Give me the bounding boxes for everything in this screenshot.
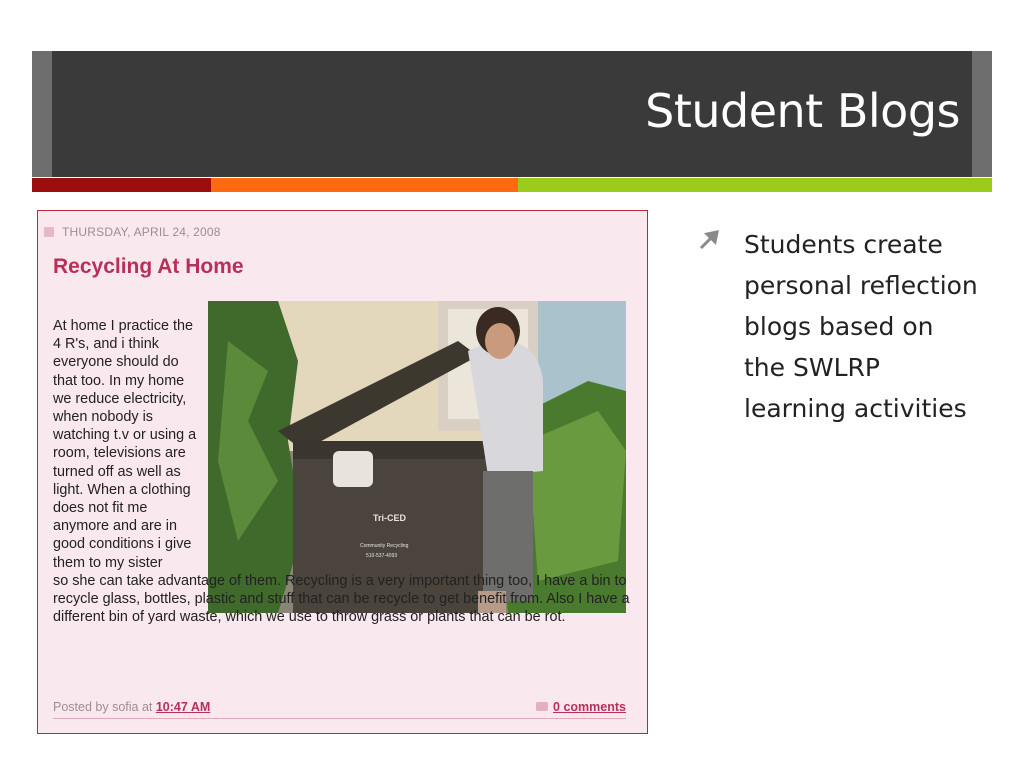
title-banner xyxy=(32,51,992,177)
post-title: Recycling At Home xyxy=(53,255,244,278)
post-time-link[interactable]: 10:47 AM xyxy=(155,700,211,714)
title-banner-inner xyxy=(52,51,972,177)
post-body-first: At home I practice the 4 R's, and i think everyone should do that too. In my home we reduce electricity, when nobody is watching t.v or using a room, televisions are turned off as well as light. When a clothing does not fit me anymore and are in good conditions i give them to my sister xyxy=(53,318,197,571)
comments-count: 0 comments xyxy=(553,700,626,714)
comments-link[interactable] xyxy=(536,700,626,714)
arrow-up-right-icon xyxy=(697,230,719,252)
posted-by: Posted by sofia at xyxy=(53,700,153,714)
bullet-text: Students create personal reflection blogs based on the SWLRP learning activities xyxy=(744,230,978,423)
slide-title: Student Blogs xyxy=(645,84,960,138)
post-footer xyxy=(53,700,626,719)
post-body xyxy=(53,317,633,626)
photo-bin-label: Tri-CED xyxy=(373,513,407,523)
post-date-row xyxy=(44,225,221,239)
accent-stripe-red xyxy=(32,178,211,192)
post-date: THURSDAY, APRIL 24, 2008 xyxy=(62,225,221,239)
accent-stripe-orange xyxy=(211,178,518,192)
photo-bin-phone: 510-537-4093 xyxy=(366,553,398,559)
post-body-rest: so she can take advantage of them. Recycling is a very important thing too, I have a bin to recycle glass, bottles, plastic and stuff that can be recycle to get benefit from. Also I have a different bin of yard waste, which we use to throw grass or plants that can be rot. xyxy=(53,572,630,626)
accent-stripe-green xyxy=(518,178,992,192)
comment-icon xyxy=(536,702,548,711)
photo-bin-sub: Community Recycling xyxy=(360,543,409,549)
calendar-icon xyxy=(44,227,54,237)
blog-post-screenshot xyxy=(37,210,648,734)
